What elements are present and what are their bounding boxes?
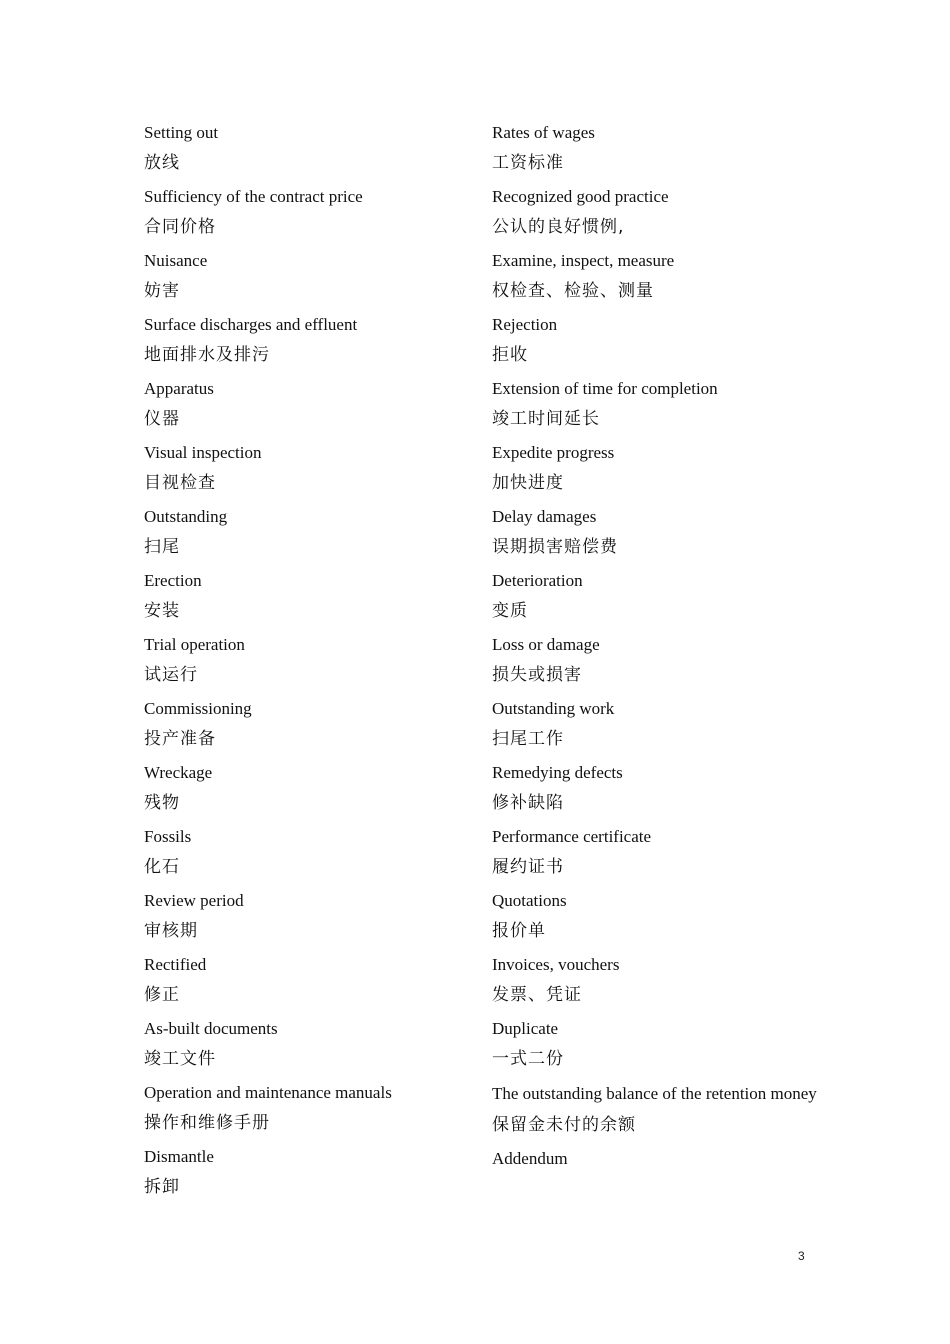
term-english: Erection [144,571,202,590]
term-chinese: 保留金未付的余额 [492,1115,636,1135]
glossary-entry [492,950,822,1010]
glossary-entry [144,246,474,306]
term-english: Operation and maintenance manuals [144,1083,392,1102]
term-english: Fossils [144,827,192,846]
term-chinese: 修补缺陷 [492,793,564,813]
term-english: Surface discharges and effluent [144,315,358,334]
glossary-entry [144,1142,474,1202]
term-english: Quotations [492,891,567,910]
term-english: Recognized good practice [492,187,669,206]
term-chinese: 损失或损害 [492,665,582,685]
term-english: Dismantle [144,1147,214,1166]
term-chinese: 目视检查 [144,473,216,493]
term-english: Addendum [492,1149,568,1168]
term-english: Review period [144,891,244,910]
glossary-entry [144,758,474,818]
term-chinese: 竣工时间延长 [492,409,600,429]
glossary-entry [492,246,822,306]
term-chinese: 修正 [144,985,180,1005]
term-english: Duplicate [492,1019,559,1038]
glossary-entry [492,566,822,626]
term-english: Expedite progress [492,443,615,462]
term-chinese: 拒收 [492,345,528,365]
glossary-entry [144,1078,474,1138]
term-english: Rates of wages [492,123,595,142]
glossary-entry [144,438,474,498]
term-chinese: 公认的良好惯例, [492,217,625,237]
term-english: Delay damages [492,507,597,526]
term-chinese: 误期损害赔偿费 [492,537,618,557]
term-english: Rejection [492,315,558,334]
term-english: Visual inspection [144,443,262,462]
term-chinese: 扫尾 [144,537,180,557]
glossary-entry [492,630,822,690]
term-chinese: 妨害 [144,281,180,301]
term-chinese: 审核期 [144,921,198,941]
term-chinese: 报价单 [492,921,546,941]
glossary-entry [144,822,474,882]
term-english: Trial operation [144,635,245,654]
term-english: Invoices, vouchers [492,955,620,974]
term-chinese: 安装 [144,601,180,621]
page-number: 3 [798,1249,805,1263]
glossary-entry [492,1078,822,1140]
term-english: Deterioration [492,571,583,590]
glossary-entry [492,374,822,434]
term-chinese: 加快进度 [492,473,564,493]
term-chinese: 合同价格 [144,217,216,237]
glossary-left-column [144,118,474,1206]
glossary-entry [144,118,474,178]
term-english: Commissioning [144,699,252,718]
term-english: The outstanding balance of the retention money [492,1084,817,1103]
glossary-entry [144,566,474,626]
term-english: Rectified [144,955,207,974]
glossary-entry [492,1144,822,1174]
term-english: Loss or damage [492,635,600,654]
term-chinese: 变质 [492,601,528,621]
term-english: Setting out [144,123,219,142]
glossary-entry [144,310,474,370]
glossary-entry [492,438,822,498]
glossary-entry [492,118,822,178]
term-english: Extension of time for completion [492,379,718,398]
glossary-entry [144,1014,474,1074]
term-chinese: 拆卸 [144,1177,180,1197]
term-chinese: 化石 [144,857,180,877]
glossary-right-column [492,118,822,1178]
term-english: Examine, inspect, measure [492,251,675,270]
glossary-entry [492,1014,822,1074]
term-chinese: 一式二份 [492,1049,564,1069]
term-chinese: 仪器 [144,409,180,429]
term-chinese: 地面排水及排污 [144,345,270,365]
term-chinese: 残物 [144,793,180,813]
term-chinese: 权检查、检验、测量 [492,281,654,301]
term-english: Sufficiency of the contract price [144,187,363,206]
term-chinese: 工资标准 [492,153,564,173]
term-english: Apparatus [144,379,214,398]
term-english: Wreckage [144,763,213,782]
glossary-entry [492,822,822,882]
glossary-entry [492,886,822,946]
glossary-entry [144,630,474,690]
term-chinese: 试运行 [144,665,198,685]
term-chinese: 扫尾工作 [492,729,564,749]
glossary-entry [492,502,822,562]
term-english: As-built documents [144,1019,278,1038]
glossary-entry [492,310,822,370]
glossary-entry [144,502,474,562]
term-chinese: 竣工文件 [144,1049,216,1069]
glossary-entry [492,694,822,754]
term-chinese: 发票、凭证 [492,985,582,1005]
glossary-entry [144,374,474,434]
term-english: Outstanding work [492,699,615,718]
glossary-entry [492,758,822,818]
glossary-entry [144,950,474,1010]
glossary-entry [144,694,474,754]
term-english: Nuisance [144,251,208,270]
term-chinese: 投产准备 [144,729,216,749]
glossary-entry [492,182,822,242]
term-chinese: 履约证书 [492,857,564,877]
glossary-entry [144,886,474,946]
term-chinese: 放线 [144,153,180,173]
term-english: Remedying defects [492,763,623,782]
term-chinese: 操作和维修手册 [144,1113,270,1133]
glossary-entry [144,182,474,242]
term-english: Outstanding [144,507,228,526]
term-english: Performance certificate [492,827,652,846]
